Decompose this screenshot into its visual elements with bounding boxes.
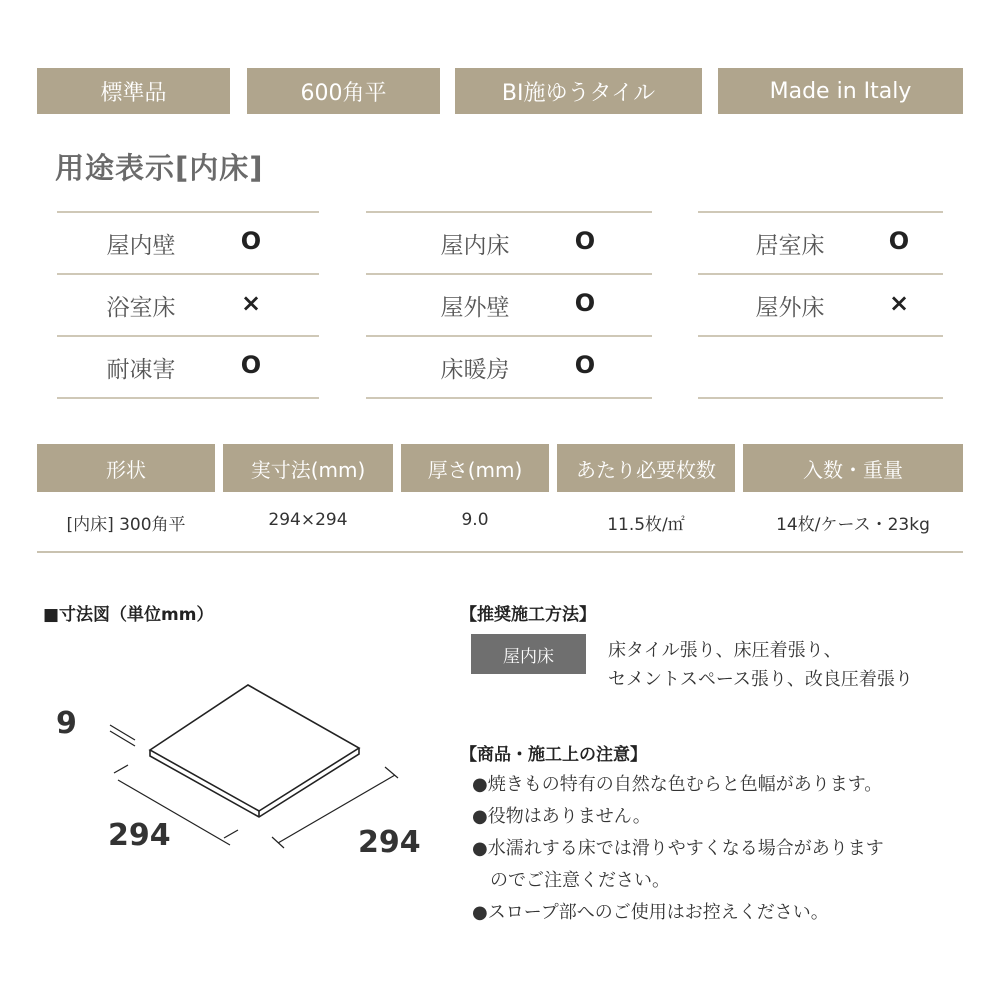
usage-mark-living-floor: O bbox=[888, 227, 910, 255]
spec-cell-quantity: 11.5枚/㎡ bbox=[607, 515, 685, 535]
usage-title: 用途表示[内床] bbox=[55, 151, 264, 185]
note-item: ●水濡れする床では滑りやすくなる場合があります bbox=[472, 838, 884, 859]
spec-cell-shape: [内床] 300角平 bbox=[66, 515, 186, 535]
usage-mark-outdoor-floor: × bbox=[888, 289, 910, 317]
divider bbox=[366, 273, 652, 275]
usage-mark-indoor-wall: O bbox=[240, 227, 262, 255]
tile-top-face bbox=[150, 685, 359, 811]
spec-header-quantity: あたり必要枚数 bbox=[557, 444, 735, 492]
usage-mark-outdoor-wall: O bbox=[574, 289, 596, 317]
divider bbox=[698, 273, 943, 275]
spec-header-pack: 入数・重量 bbox=[743, 444, 963, 492]
divider bbox=[57, 335, 319, 337]
divider bbox=[366, 397, 652, 399]
dimension-depth: 294 bbox=[358, 825, 421, 860]
thickness-tick bbox=[110, 731, 135, 746]
method-title: 【推奨施工方法】 bbox=[460, 605, 596, 625]
spec-header-size: 実寸法(mm) bbox=[223, 444, 393, 492]
spec-cell-thickness: 9.0 bbox=[461, 510, 489, 530]
divider bbox=[57, 211, 319, 213]
usage-mark-indoor-floor: O bbox=[574, 227, 596, 255]
spec-cell-pack: 14枚/ケース・23kg bbox=[776, 515, 930, 535]
width-dim-tick bbox=[114, 765, 128, 773]
method-line-2: セメントスペース張り、改良圧着張り bbox=[608, 669, 913, 690]
thickness-tick bbox=[110, 725, 135, 740]
width-dim-tick bbox=[224, 830, 238, 838]
note-item: ●役物はありません。 bbox=[472, 806, 651, 827]
divider bbox=[366, 335, 652, 337]
usage-name-frost: 耐凍害 bbox=[106, 357, 176, 383]
spec-bottom-rule bbox=[37, 551, 963, 553]
divider bbox=[698, 335, 943, 337]
note-item: ●焼きもの特有の自然な色むらと色幅があります。 bbox=[472, 774, 883, 795]
divider bbox=[366, 211, 652, 213]
usage-name-indoor-floor: 屋内床 bbox=[440, 233, 510, 259]
usage-mark-floor-heating: O bbox=[574, 351, 596, 379]
divider bbox=[698, 397, 943, 399]
usage-name-bath-floor: 浴室床 bbox=[106, 295, 176, 321]
dimension-width: 294 bbox=[108, 818, 171, 853]
tag-size: 600角平 bbox=[247, 68, 440, 114]
tag-glaze: BI施ゆうタイル bbox=[455, 68, 702, 114]
tag-standard: 標準品 bbox=[37, 68, 230, 114]
note-item: のでご注意ください。 bbox=[472, 870, 670, 891]
tag-origin: Made in Italy bbox=[718, 68, 963, 114]
spec-cell-size: 294×294 bbox=[268, 510, 348, 530]
divider bbox=[57, 273, 319, 275]
divider bbox=[698, 211, 943, 213]
dimension-title: ■寸法図（単位mm） bbox=[43, 605, 214, 625]
usage-name-outdoor-floor: 屋外床 bbox=[755, 295, 825, 321]
depth-dim-tick bbox=[272, 837, 284, 848]
method-line-1: 床タイル張り、床圧着張り、 bbox=[608, 640, 842, 661]
spec-header-thickness: 厚さ(mm) bbox=[401, 444, 549, 492]
usage-name-outdoor-wall: 屋外壁 bbox=[440, 295, 510, 321]
usage-name-living-floor: 居室床 bbox=[755, 233, 825, 259]
note-item: ●スロープ部へのご使用はお控えください。 bbox=[472, 902, 829, 923]
usage-mark-bath-floor: × bbox=[240, 289, 262, 317]
spec-header-shape: 形状 bbox=[37, 444, 215, 492]
method-label: 屋内床 bbox=[471, 634, 586, 674]
usage-name-indoor-wall: 屋内壁 bbox=[106, 233, 176, 259]
usage-name-floor-heating: 床暖房 bbox=[440, 357, 510, 383]
divider bbox=[57, 397, 319, 399]
notes-title: 【商品・施工上の注意】 bbox=[460, 745, 647, 765]
usage-mark-frost: O bbox=[240, 351, 262, 379]
dimension-thickness: 9 bbox=[56, 706, 77, 741]
